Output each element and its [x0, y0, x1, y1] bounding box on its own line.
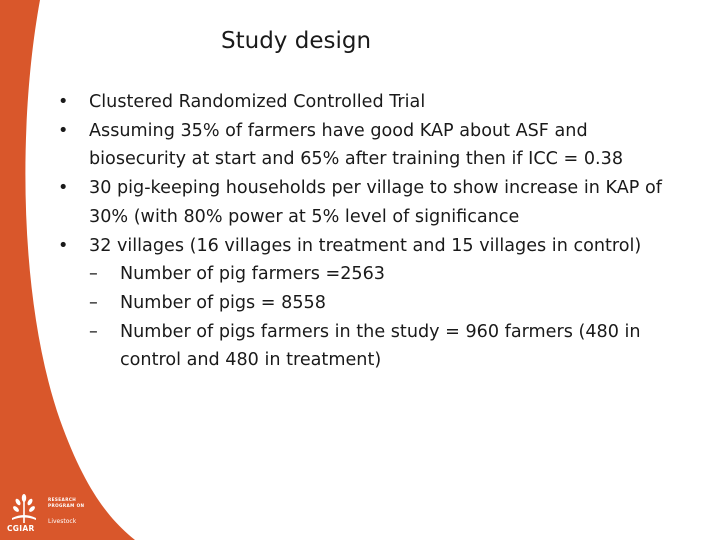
bullet-text: 30 pig-keeping households per village to show increase in KAP of 30% (with 80% power at 5% level of significance [89, 178, 662, 227]
sub-bullet-text: Number of pigs farmers in the study = 960 farmers (480 in control and 480 in treatment) [120, 321, 641, 371]
cgiar-livestock-logo [4, 492, 96, 538]
sub-bullet-text: Number of pig farmers =2563 [120, 264, 386, 285]
wheat-icon [4, 492, 44, 526]
slide-title: Study design [221, 28, 372, 54]
slide-body [58, 88, 678, 375]
bullet-text: Assuming 35% of farmers have good KAP about ASF and biosecurity at start and 65% after training then if ICC = 0.38 [89, 120, 624, 170]
dash-marker: – [89, 292, 98, 313]
bullet-dot: • [58, 178, 69, 199]
bullet-item [58, 174, 678, 231]
logo-livestock-text: Livestock [48, 518, 77, 525]
sub-bullet-item [58, 318, 678, 375]
sub-bullet-text: Number of pigs = 8558 [120, 292, 326, 313]
logo-cgiar-text: CGIAR [7, 524, 35, 533]
bullet-dot: • [58, 92, 69, 112]
logo-program-text: RESEARCH PROGRAM ON [48, 497, 85, 508]
bullet-item [58, 232, 678, 261]
dash-marker: – [89, 264, 98, 285]
bullet-item [58, 88, 678, 117]
sub-bullet-item [58, 289, 678, 318]
sub-bullet-item [58, 260, 678, 289]
bullet-dot: • [58, 235, 69, 256]
bullet-text: Clustered Randomized Controlled Trial [89, 92, 426, 112]
dash-marker: – [89, 321, 98, 342]
bullet-item [58, 117, 678, 174]
bullet-text: 32 villages (16 villages in treatment and 15 villages in control) [89, 235, 642, 256]
bullet-dot: • [58, 120, 69, 141]
